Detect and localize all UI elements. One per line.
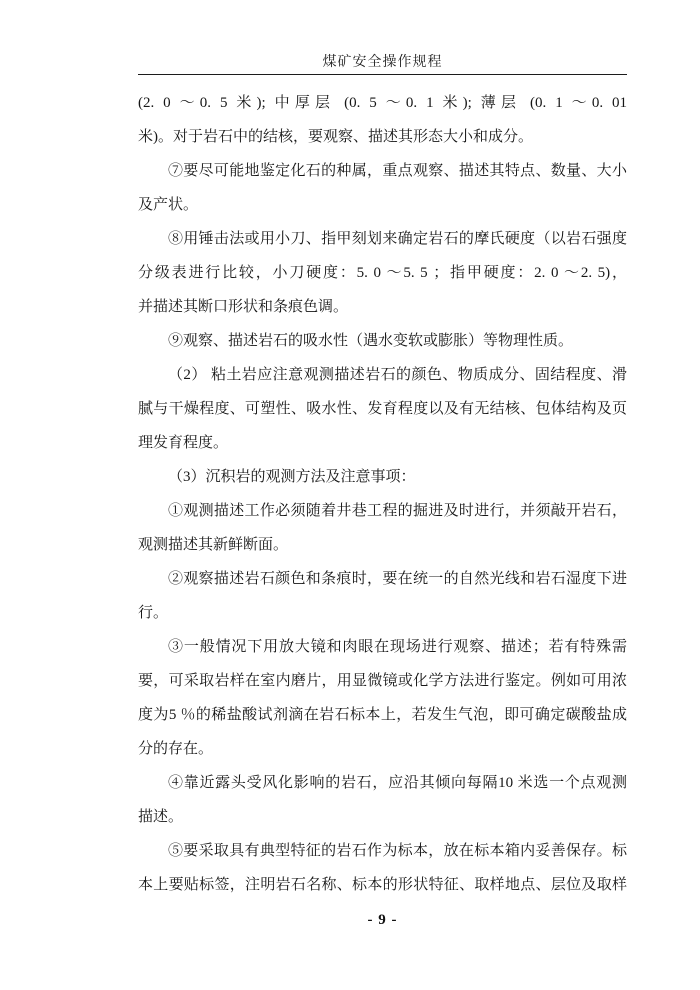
running-header-title: 煤矿安全操作规程: [322, 55, 443, 70]
text-line: 米)。对于岩石中的结核，要观察、描述其形态大小和成分。: [138, 129, 533, 145]
text-line: 度为5 ％的稀盐酸试剂滴在岩石标本上，若发生气泡，即可确定碳酸盐成: [138, 707, 627, 723]
header-rule: [138, 74, 627, 75]
text-line: 分级表进行比较，小刀硬度：5. 0 ～5. 5 ；指甲硬度：2. 0 ～2. 5)，: [138, 265, 627, 281]
text-line: ②观察描述岩石颜色和条痕时，要在统一的自然光线和岩石湿度下进: [168, 571, 627, 587]
text-line: 描述。: [138, 809, 184, 825]
text-line: ①观测描述工作必须随着井巷工程的掘进及时进行，并须敲开岩石，: [168, 503, 627, 519]
text-line: 理发育程度。: [138, 435, 229, 451]
text-line: ⑧用锤击法或用小刀、指甲刻划来确定岩石的摩氏硬度（以岩石强度: [168, 231, 627, 247]
text-line: (2. 0 ～0. 5 米); 中厚层 (0. 5 ～0. 1 米); 薄层 (0. 1 ～0. 01: [138, 95, 627, 111]
text-line: ⑦要尽可能地鉴定化石的种属，重点观察、描述其特点、数量、大小: [168, 163, 627, 179]
text-line: 观测描述其新鲜断面。: [138, 537, 289, 553]
text-line: 腻与干燥程度、可塑性、吸水性、发育程度以及有无结核、包体结构及页: [138, 401, 627, 417]
text-line: （3）沉积岩的观测方法及注意事项：: [168, 469, 416, 485]
text-line: 及产状。: [138, 197, 199, 213]
text-line: 本上要贴标签，注明岩石名称、标本的形状特征、取样地点、层位及取样: [138, 877, 627, 893]
text-line: 要，可采取岩样在室内磨片，用显微镜或化学方法进行鉴定。例如可用浓: [138, 673, 627, 689]
page-number: - 9 -: [367, 912, 398, 928]
text-line: 分的存在。: [138, 741, 214, 757]
text-line: （2） 粘土岩应注意观测描述岩石的颜色、物质成分、固结程度、滑: [168, 367, 627, 383]
text-line: ④靠近露头受风化影响的岩石，应沿其倾向每隔10 米选一个点观测: [168, 775, 627, 791]
text-line: ⑤要采取具有典型特征的岩石作为标本，放在标本箱内妥善保存。标: [168, 843, 627, 859]
text-line: ③一般情况下用放大镜和肉眼在现场进行观察、描述；若有特殊需: [168, 639, 627, 655]
document-body: [138, 86, 627, 902]
text-line: ⑨观察、描述岩石的吸水性（遇水变软或膨胀）等物理性质。: [168, 333, 574, 349]
text-line: 并描述其断口形状和条痕色调。: [138, 299, 349, 315]
text-line: 行。: [138, 605, 169, 621]
